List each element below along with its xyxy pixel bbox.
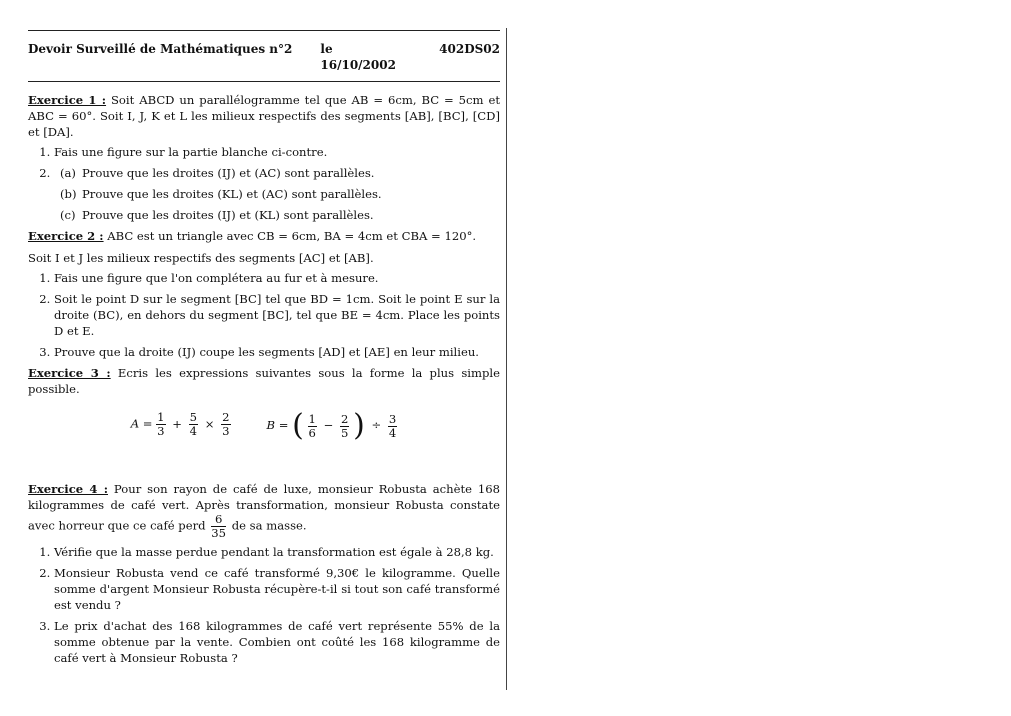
fraction: [388, 413, 397, 440]
exercise-4: [28, 481, 500, 666]
numerator: 1: [308, 411, 316, 426]
exercise-3: [28, 365, 500, 441]
formula-a: [131, 411, 231, 441]
exercise-3-title: Exercice 3 :: [28, 366, 111, 380]
formula-b-lhs: B =: [266, 418, 289, 432]
fraction: [340, 413, 349, 440]
sub-item: [60, 165, 500, 181]
sub-list: [54, 165, 500, 223]
close-paren: ): [353, 408, 365, 443]
exercise-3-text: Ecris les expressions suivantes sous la forme la plus simple possible.: [28, 366, 500, 396]
list-item: 3. Le prix d'achat des 168 kilogrammes de café vert représente 55% de la somme obtenue par la vente. Combien ont coûté les 168 kilogramme de café vert à Monsieur Robusta ?: [54, 618, 500, 666]
exercise-4-text-end: de sa masse.: [231, 518, 307, 533]
denominator: 4: [189, 424, 198, 438]
exercise-2: [28, 228, 500, 360]
sub-tag: (c): [60, 208, 76, 222]
numerator: 2: [341, 411, 349, 426]
sub-item-text: Prouve que les droites (KL) et (AC) sont parallèles.: [82, 187, 382, 201]
exam-header: [28, 31, 500, 81]
header-rule: [28, 81, 500, 82]
denominator: 35: [211, 526, 227, 540]
numerator: 2: [222, 410, 230, 424]
numerator: 5: [189, 410, 198, 424]
exercise-1-title: Exercice 1 :: [28, 93, 107, 107]
sub-item: [60, 207, 500, 223]
numerator: 6: [211, 513, 226, 527]
list-item: 3. Prouve que la droite (IJ) coupe les segments [AD] et [AE] en leur milieu.: [54, 344, 500, 360]
exercise-4-title: Exercice 4 :: [28, 482, 108, 496]
open-paren: (: [292, 408, 304, 443]
fraction: [308, 413, 317, 440]
exercise-4-text: Pour son rayon de café de luxe, monsieur Robusta achète 168 kilogrammes de café vert. Après transformation, monsieur Robusta constate avec horreur que ce café perd: [28, 482, 501, 533]
list-item: 1. Fais une figure sur la partie blanche ci-contre.: [54, 144, 500, 160]
exercise-4-list: [28, 544, 500, 666]
numerator: 1: [157, 410, 165, 424]
denominator: 3: [157, 424, 165, 438]
exercise-3-intro: [28, 365, 500, 397]
denominator: 3: [222, 424, 230, 438]
exercise-1-intro: [28, 92, 500, 140]
list-item: 1. Vérifie que la masse perdue pendant la transformation est égale à 28,8 kg.: [54, 544, 500, 560]
exercise-2-line2: Soit I et J les milieux respectifs des segments [AC] et [AB].: [28, 251, 374, 265]
operator: +: [172, 416, 182, 431]
list-item: 2. Soit le point D sur le segment [BC] tel que BD = 1cm. Soit le point E sur la droite (BC), en dehors du segment [BC], tel que BE = 4cm. Place les points D et E.: [54, 291, 500, 339]
formula-b: [266, 408, 398, 443]
exercise-1-list: [28, 144, 500, 223]
exam-date: le 16/10/2002: [320, 42, 396, 72]
exercise-1-text: Soit ABCD un parallélogramme tel que AB = 6cm, BC = 5cm et ABC = 60°. Soit I, J, K et L les milieux respectifs des segments [AB], [BC], [CD] et [DA].: [28, 93, 500, 139]
exercise-2-text: ABC est un triangle avec CB = 6cm, BA = 4cm et CBA = 120°.: [107, 229, 477, 243]
fraction: [156, 411, 165, 438]
sub-item-text: Prouve que les droites (IJ) et (AC) sont parallèles.: [82, 166, 375, 180]
exercise-2-list: [28, 270, 500, 360]
fraction: [221, 411, 230, 438]
exam-column: [28, 30, 500, 671]
exercise-4-intro: [28, 481, 500, 540]
exercise-2-intro: [28, 228, 500, 244]
sub-item: [60, 186, 500, 202]
list-item: 2. Monsieur Robusta vend ce café transformé 9,30€ le kilogramme. Quelle somme d'argent Monsieur Robusta récupère-t-il si tout son café transformé est vendu ?: [54, 565, 500, 613]
exercise-1: [28, 92, 500, 223]
fraction: [211, 513, 226, 540]
operator: ×: [204, 416, 215, 431]
list-item: [54, 165, 500, 223]
fraction: [189, 411, 198, 438]
exam-code: 402DS02: [439, 42, 500, 56]
column-divider: [506, 28, 507, 690]
sub-tag: 2. (a): [60, 166, 76, 180]
denominator: 4: [388, 425, 397, 440]
denominator: 5: [341, 425, 349, 440]
operator: −: [323, 418, 334, 432]
formulas: [28, 408, 500, 443]
denominator: 6: [308, 425, 316, 440]
sub-item-text: Prouve que les droites (IJ) et (KL) sont parallèles.: [82, 208, 374, 222]
operator: ÷: [371, 418, 382, 432]
list-item: 1. Fais une figure que l'on complétera au fur et à mesure.: [54, 270, 500, 286]
numerator: 3: [388, 411, 397, 426]
sub-tag: (b): [60, 187, 77, 201]
exam-title: Devoir Surveillé de Mathématiques n°2: [28, 42, 293, 56]
exercise-2-title: Exercice 2 :: [28, 229, 104, 243]
formula-a-lhs: A =: [130, 416, 153, 431]
